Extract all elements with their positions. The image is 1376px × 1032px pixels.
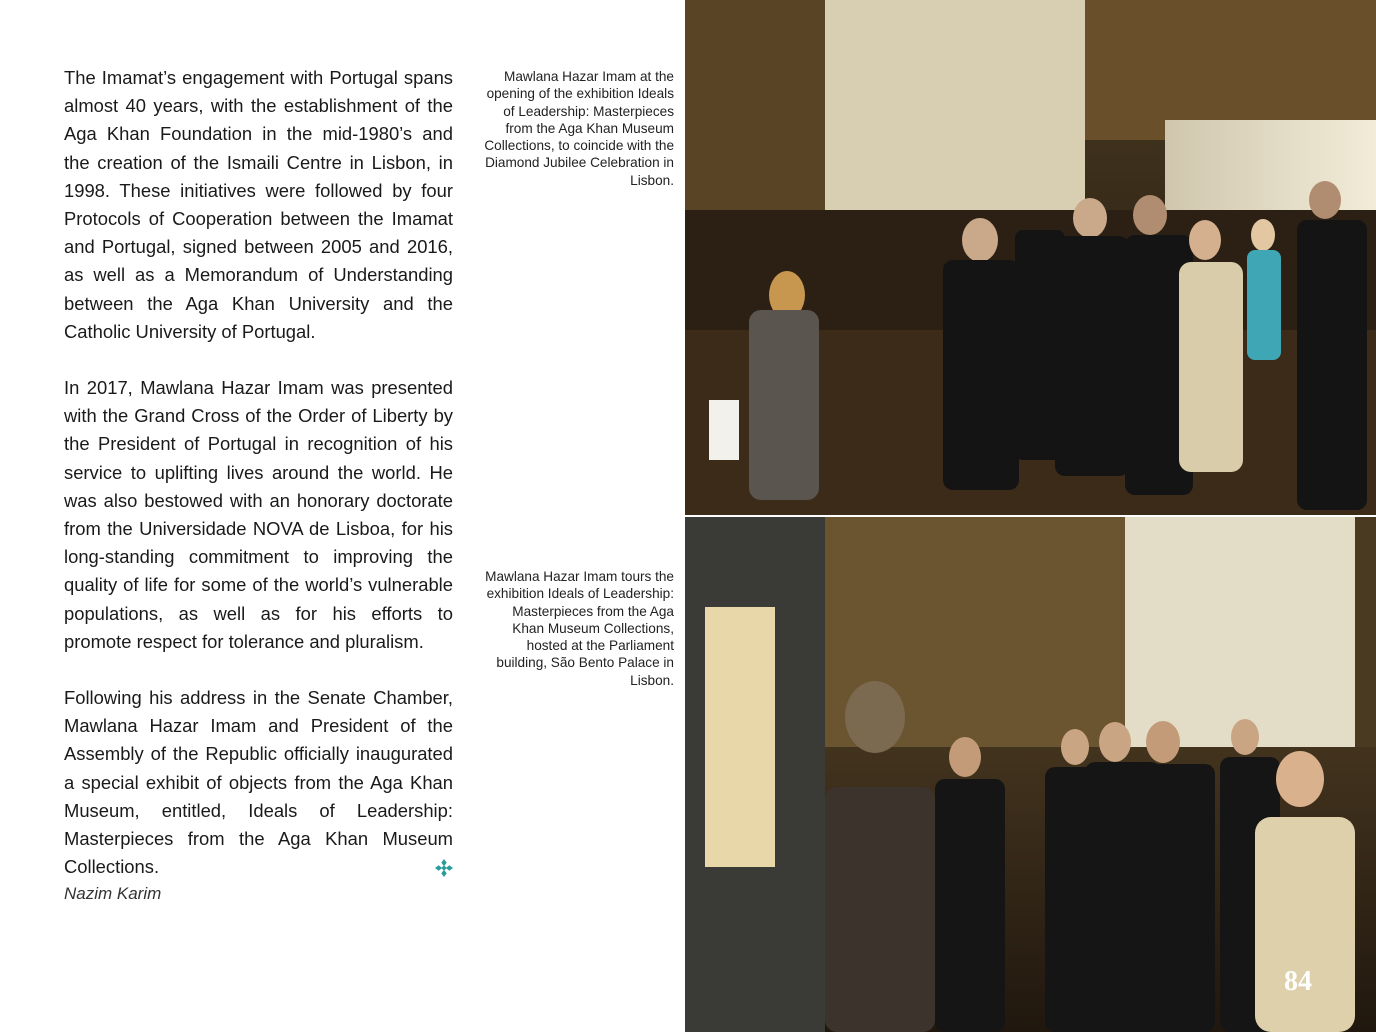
photo-caption-2: Mawlana Hazar Imam tours the exhibition Ideals of Leadership: Masterpieces from the Aga Khan Museum Collections, hosted at the Parliament building, São Bento Palace in Lisbon. bbox=[485, 569, 674, 688]
author-name: Nazim Karim bbox=[64, 884, 162, 904]
article-body bbox=[64, 64, 453, 905]
exhibition-opening-photo bbox=[685, 0, 1376, 515]
page-number: 84 bbox=[1284, 966, 1312, 997]
exhibition-tour-photo bbox=[685, 517, 1376, 1032]
diamond-ornament-icon bbox=[435, 859, 453, 877]
photo-caption-1: Mawlana Hazar Imam at the opening of the exhibition Ideals of Leadership: Masterpieces from the Aga Khan Museum Collections, to coincide with the Diamond Jubilee Celebration in Lisbon. bbox=[484, 69, 674, 188]
article-paragraph: The Imamat’s engagement with Portugal spans almost 40 years, with the establishment of the Aga Khan Foundation in the mid-1980’s and the creation of the Ismaili Centre in Lisbon, in 1998. These initiatives were followed by four Protocols of Cooperation between the Imamat and Portugal, signed between 2005 and 2016, as well as a Memorandum of Understanding between the Aga Khan University and the Catholic University of Portugal. bbox=[64, 67, 453, 342]
article-paragraph: In 2017, Mawlana Hazar Imam was presented with the Grand Cross of the Order of Liberty by the President of Portugal in recognition of his service to uplifting lives around the world. He was also bestowed with an honorary doctorate from the Universidade NOVA de Lisboa, for his long-standing commitment to improving the quality of life for some of the world’s vulnerable populations, as well as for his efforts to promote respect for tolerance and pluralism. bbox=[64, 377, 453, 652]
article-paragraph: Following his address in the Senate Chamber, Mawlana Hazar Imam and President of the Assembly of the Republic officially inaugurated a special exhibit of objects from the Aga Khan Museum, entitled, Ideals of Leadership: Masterpieces from the Aga Khan Museum Collections. bbox=[64, 687, 453, 878]
final-paragraph-wrap bbox=[64, 684, 453, 881]
